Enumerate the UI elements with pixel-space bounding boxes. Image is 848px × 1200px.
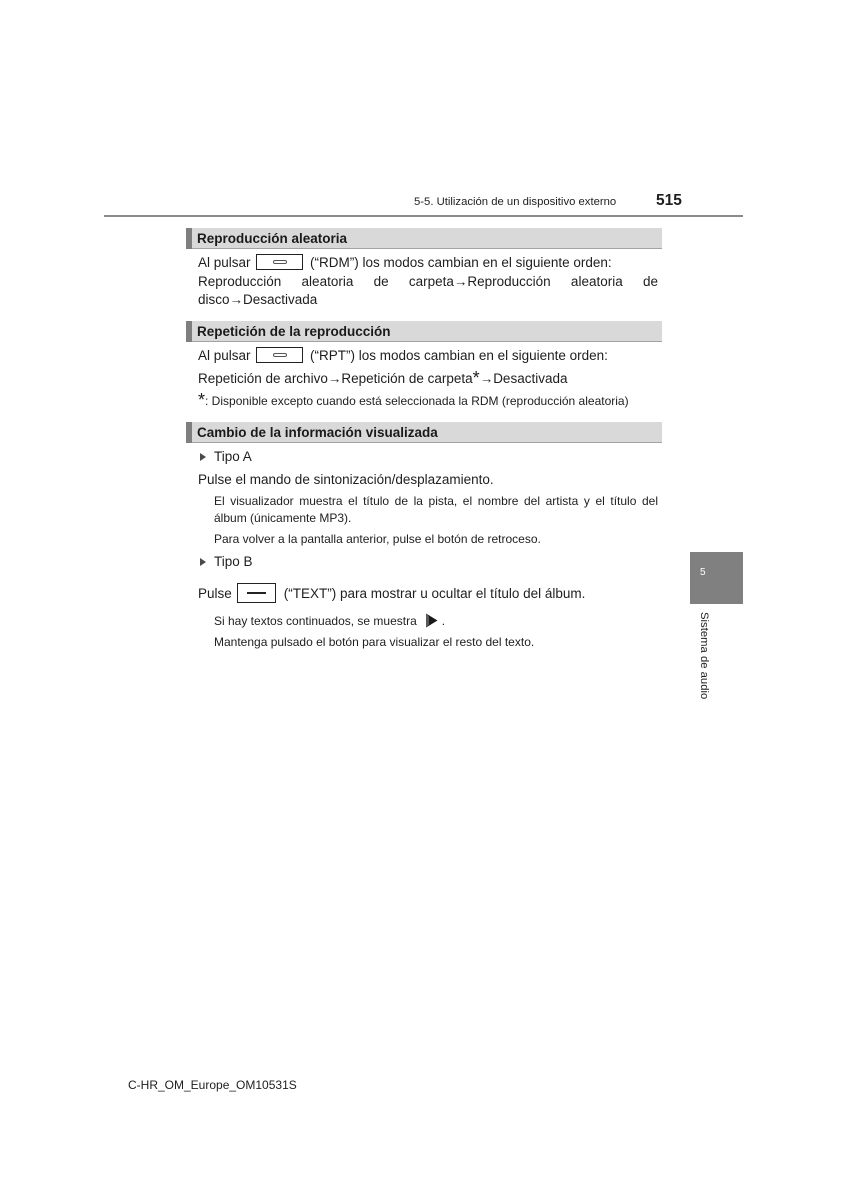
section-heading-display-change <box>186 422 662 443</box>
triangle-right-icon <box>200 558 206 566</box>
section-heading-text: Repetición de la reproducción <box>197 324 391 339</box>
header-rule <box>104 215 743 217</box>
rdm-key-icon <box>256 254 303 270</box>
type-b-instruction <box>198 583 585 603</box>
footnote-text: : Disponible excepto cuando está seleccionada la RDM (reproducción aleatoria) <box>205 394 629 409</box>
type-a-label: Tipo A <box>214 449 252 465</box>
type-a-back-note: Para volver a la pantalla anterior, pulse el botón de retroceso. <box>214 532 541 547</box>
page-number: 515 <box>656 191 682 209</box>
mode-sequence-end: →Desactivada <box>479 371 568 387</box>
document-code: C-HR_OM_Europe_OM10531S <box>128 1078 297 1092</box>
note-period: . <box>441 614 446 629</box>
type-b-label: Tipo B <box>214 554 253 570</box>
rpt-mode-sequence <box>198 370 567 388</box>
instruction-lead: Al pulsar <box>198 255 251 271</box>
play-arrow-icon <box>425 613 438 628</box>
mode-sequence-start: Repetición de archivo→Repetición de carpeta <box>198 371 473 387</box>
instruction-tail: (“RPT”) los modos cambian en el siguiente orden: <box>310 348 608 364</box>
instruction-tail: (“TEXT”) para mostrar u ocultar el título del álbum. <box>283 586 586 601</box>
instruction-lead: Al pulsar <box>198 348 251 364</box>
key-face-icon <box>273 353 287 357</box>
footnote-marker: * <box>472 368 480 389</box>
key-face-icon <box>273 260 287 264</box>
footnote <box>198 390 629 411</box>
instruction-lead: Pulse <box>198 586 232 601</box>
note-text: Si hay textos continuados, se muestra <box>214 614 417 629</box>
section-heading-text: Reproducción aleatoria <box>197 231 348 246</box>
triangle-right-icon <box>200 453 206 461</box>
section-heading-text: Cambio de la información visualizada <box>197 425 438 440</box>
dash-icon <box>247 592 266 594</box>
chapter-tab <box>690 552 743 604</box>
type-a-instruction: Pulse el mando de sintonización/desplazamiento. <box>198 472 494 488</box>
text-key-icon <box>237 583 276 603</box>
rdm-mode-sequence: Reproducción aleatoria de carpeta→Reproducción aleatoria de disco→Desactivada <box>198 274 658 308</box>
rpt-instruction <box>198 347 608 365</box>
continued-text-note <box>214 613 445 630</box>
hold-button-note: Mantenga pulsado el botón para visualizar el resto del texto. <box>214 635 535 650</box>
instruction-tail: (“RDM”) los modos cambian en el siguiente orden: <box>310 255 612 271</box>
section-heading-repeat-playback <box>186 321 662 342</box>
type-a-note: El visualizador muestra el título de la pista, el nombre del artista y el título del álbum (únicamente MP3). <box>214 494 658 526</box>
chapter-title: Sistema de audio <box>698 612 710 700</box>
chapter-number: 5 <box>700 567 706 578</box>
rpt-key-icon <box>256 347 303 363</box>
footnote-marker: * <box>198 390 206 411</box>
rdm-instruction <box>198 254 612 272</box>
section-heading-random-playback <box>186 228 662 249</box>
running-header: 5-5. Utilización de un dispositivo externo <box>414 196 617 208</box>
